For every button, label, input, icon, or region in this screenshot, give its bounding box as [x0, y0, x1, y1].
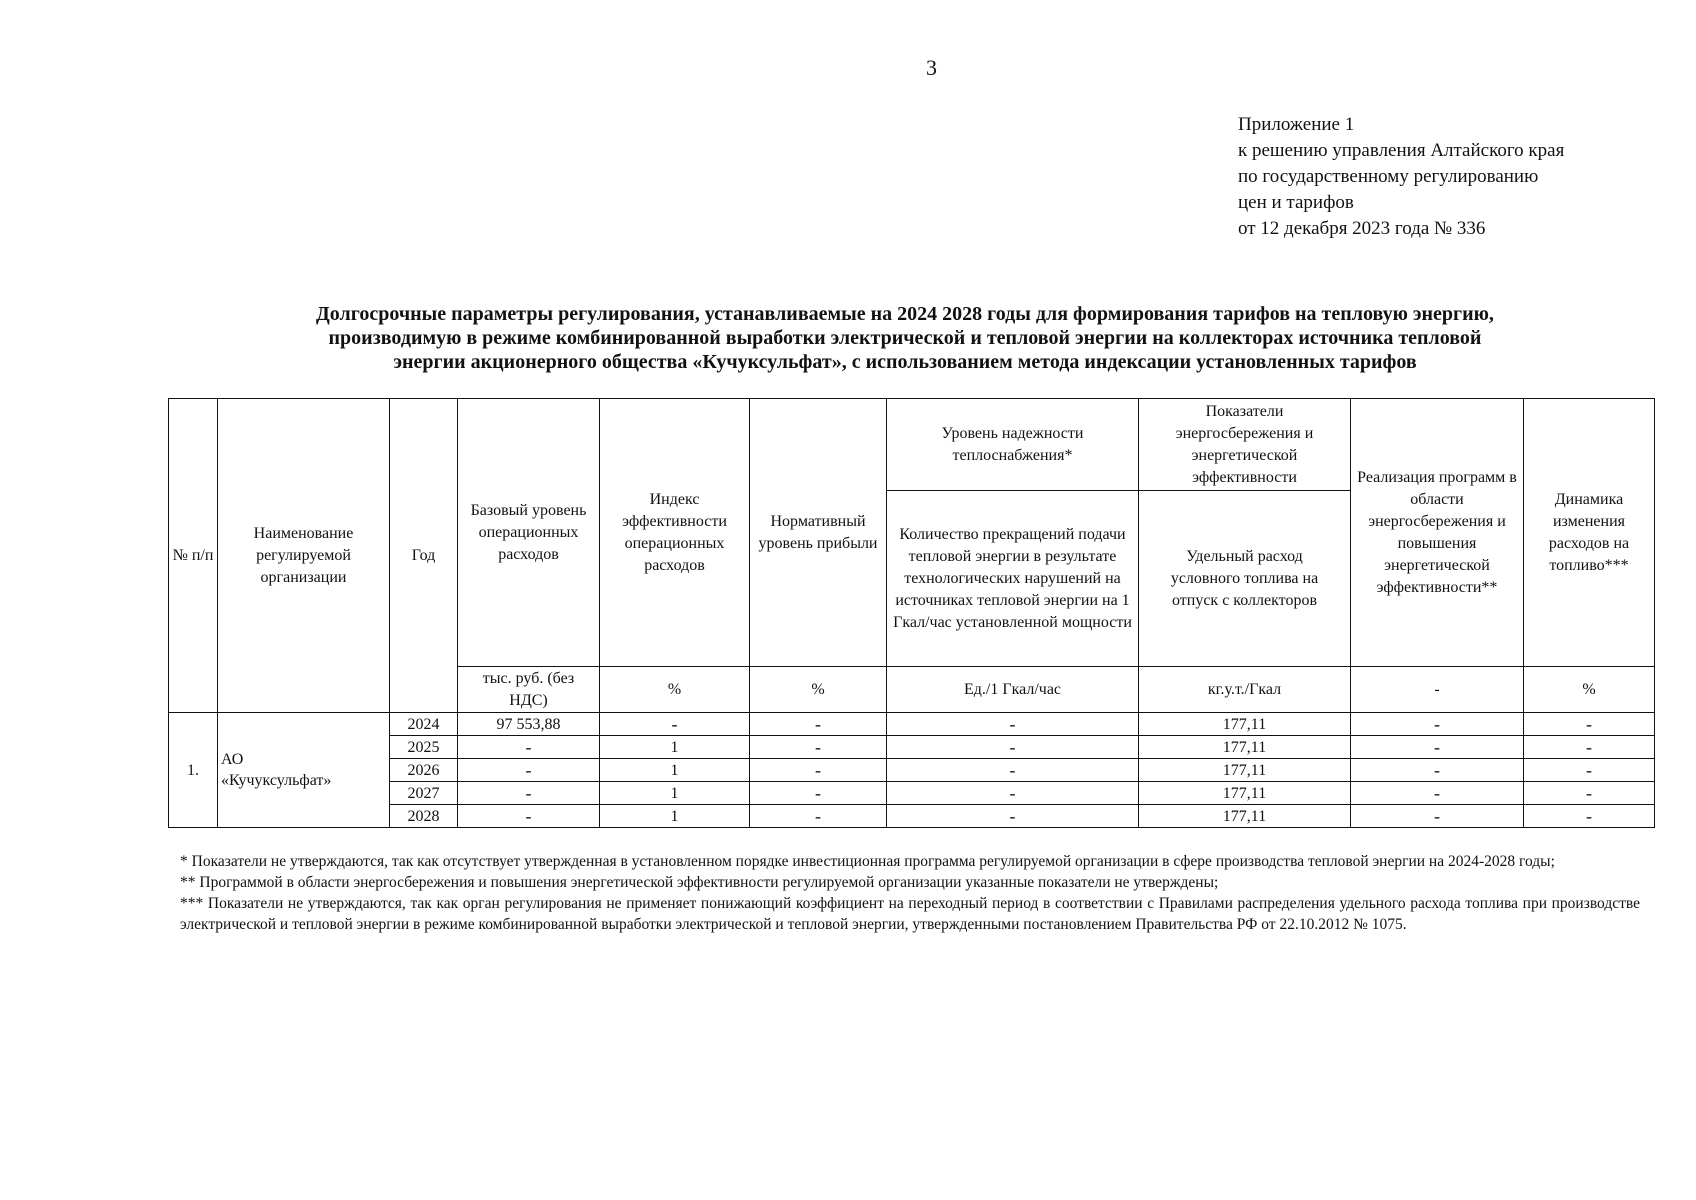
- footnote: *** Показатели не утверждаются, так как орган регулирования не применяет понижающий коэффициент на переходный период в соответствии с Правилами распределения удельного расхода топлива при производстве электрической и тепловой энергии в режиме комбинированной выработки электрической и тепловой энергии, утвержденными постановлением Правительства РФ от 22.10.2012 № 1075.: [180, 895, 1640, 933]
- unit-fuel-dynamics: %: [1524, 667, 1655, 713]
- org-name: [218, 713, 390, 828]
- cell-energy: 177,11: [1139, 782, 1351, 805]
- cell-programs: -: [1351, 713, 1524, 736]
- appendix-line: Приложение 1: [1238, 114, 1355, 135]
- title-line: Долгосрочные параметры регулирования, устанавливаемые на 2024 2028 годы для формирования тарифов на тепловую энергию,: [316, 303, 1494, 325]
- cell-base-opex: -: [458, 805, 600, 828]
- header-energy-group: Показатели энергосбережения и энергетической эффективности: [1139, 399, 1351, 491]
- cell-fuel-dynamics: -: [1524, 713, 1655, 736]
- header-reliability-sub: Количество прекращений подачи тепловой энергии в результате технологических нарушений на источниках тепловой энергии на 1 Гкал/час установленной мощности: [887, 491, 1139, 667]
- cell-programs: -: [1351, 736, 1524, 759]
- appendix-block: [1238, 112, 1564, 242]
- cell-reliability: -: [887, 805, 1139, 828]
- cell-fuel-dynamics: -: [1524, 805, 1655, 828]
- table-row: [169, 713, 1655, 736]
- cell-reliability: -: [887, 782, 1139, 805]
- parameters-table: [168, 398, 1655, 828]
- cell-year: 2024: [390, 713, 458, 736]
- table-row: [169, 759, 1655, 782]
- header-fuel-dynamics: Динамика изменения расходов на топливо***: [1524, 399, 1655, 667]
- cell-energy: 177,11: [1139, 759, 1351, 782]
- cell-efficiency-index: 1: [600, 759, 750, 782]
- cell-efficiency-index: 1: [600, 736, 750, 759]
- header-efficiency-index: Индекс эффективности операционных расходов: [600, 399, 750, 667]
- unit-efficiency-index: %: [600, 667, 750, 713]
- org-number: 1.: [169, 713, 218, 828]
- cell-profit: -: [750, 736, 887, 759]
- cell-efficiency-index: 1: [600, 805, 750, 828]
- cell-energy: 177,11: [1139, 805, 1351, 828]
- cell-programs: -: [1351, 805, 1524, 828]
- cell-profit: -: [750, 713, 887, 736]
- header-reliability-group: Уровень надежности теплоснабжения*: [887, 399, 1139, 491]
- header-base-opex: Базовый уровень операционных расходов: [458, 399, 600, 667]
- cell-base-opex: -: [458, 736, 600, 759]
- cell-energy: 177,11: [1139, 736, 1351, 759]
- table-row: [169, 805, 1655, 828]
- cell-year: 2028: [390, 805, 458, 828]
- cell-efficiency-index: 1: [600, 782, 750, 805]
- title-line: производимую в режиме комбинированной выработки электрической и тепловой энергии на коллекторах источника тепловой: [328, 327, 1482, 349]
- table-row: [169, 782, 1655, 805]
- unit-base-opex: тыс. руб. (без НДС): [458, 667, 600, 713]
- footnotes: [180, 851, 1640, 935]
- cell-profit: -: [750, 782, 887, 805]
- cell-programs: -: [1351, 782, 1524, 805]
- cell-fuel-dynamics: -: [1524, 782, 1655, 805]
- document-title: [170, 302, 1640, 374]
- table-row: [169, 736, 1655, 759]
- header-energy-sub: Удельный расход условного топлива на отпуск с коллекторов: [1139, 491, 1351, 667]
- cell-reliability: -: [887, 736, 1139, 759]
- cell-reliability: -: [887, 713, 1139, 736]
- cell-year: 2027: [390, 782, 458, 805]
- footnote: ** Программой в области энергосбережения и повышения энергетической эффективности регулируемой организации указанные показатели не утверждены;: [180, 874, 1219, 891]
- unit-reliability: Ед./1 Гкал/час: [887, 667, 1139, 713]
- cell-fuel-dynamics: -: [1524, 736, 1655, 759]
- cell-profit: -: [750, 759, 887, 782]
- unit-profit: %: [750, 667, 887, 713]
- cell-year: 2025: [390, 736, 458, 759]
- org-name-line: «Кучуксульфат»: [221, 772, 332, 789]
- cell-base-opex: -: [458, 782, 600, 805]
- cell-base-opex: -: [458, 759, 600, 782]
- appendix-line: по государственному регулированию: [1238, 166, 1539, 187]
- cell-base-opex: 97 553,88: [458, 713, 600, 736]
- appendix-line: от 12 декабря 2023 года № 336: [1238, 218, 1486, 239]
- unit-energy: кг.у.т./Гкал: [1139, 667, 1351, 713]
- header-year: Год: [390, 399, 458, 713]
- header-org: Наименование регулируемой организации: [218, 399, 390, 713]
- cell-fuel-dynamics: -: [1524, 759, 1655, 782]
- cell-reliability: -: [887, 759, 1139, 782]
- cell-programs: -: [1351, 759, 1524, 782]
- header-num: № п/п: [169, 399, 218, 713]
- header-profit: Нормативный уровень прибыли: [750, 399, 887, 667]
- org-name-line: АО: [221, 751, 244, 768]
- header-programs: Реализация программ в области энергосбережения и повышения энергетической эффективности**: [1351, 399, 1524, 667]
- cell-energy: 177,11: [1139, 713, 1351, 736]
- unit-programs: -: [1351, 667, 1524, 713]
- page-number: 3: [926, 55, 937, 80]
- footnote: * Показатели не утверждаются, так как отсутствует утвержденная в установленном порядке инвестиционная программа регулируемой организации в сфере производства тепловой энергии на 2024-2028 годы;: [180, 853, 1555, 870]
- cell-year: 2026: [390, 759, 458, 782]
- title-line: энергии акционерного общества «Кучуксульфат», с использованием метода индексации установленных тарифов: [393, 351, 1417, 373]
- cell-profit: -: [750, 805, 887, 828]
- appendix-line: к решению управления Алтайского края: [1238, 140, 1565, 161]
- cell-efficiency-index: -: [600, 713, 750, 736]
- appendix-line: цен и тарифов: [1238, 192, 1354, 213]
